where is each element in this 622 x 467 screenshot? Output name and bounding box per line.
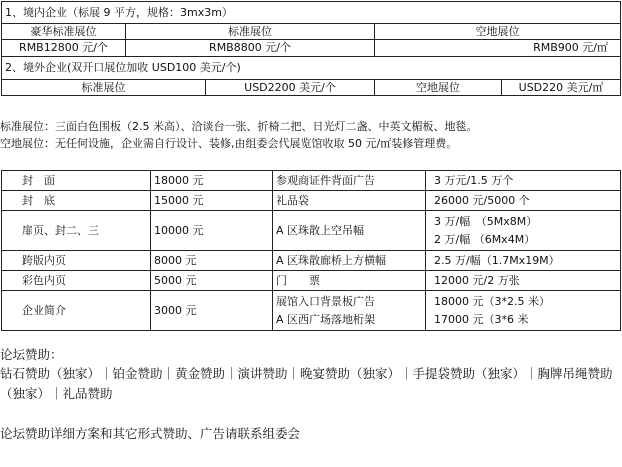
ad-price-line: 2 万/幅 （6Mx4M）: [434, 232, 536, 246]
booth-price-table: [1, 1, 621, 96]
domestic-price-standard: RMB8800 元/个: [126, 40, 375, 57]
ad-item: 参观商证件背面广告: [273, 171, 426, 191]
overseas-standard-label: 标准展位: [2, 80, 206, 96]
ad-item: 彩色内页: [2, 271, 151, 291]
overseas-raw-price: USD220 美元/㎡: [502, 80, 621, 96]
ad-item: 跨版内页: [2, 251, 151, 271]
ad-item: 礼品袋: [273, 191, 426, 211]
sponsorship-contact: 论坛赞助详细方案和其它形式赞助、广告请联系组委会: [0, 426, 301, 441]
ad-item: 扉页、封二、三: [2, 211, 151, 251]
ad-item: 封 面: [2, 171, 151, 191]
ad-price: 10000 元: [151, 211, 273, 251]
ad-item-multiline: [273, 291, 426, 331]
ad-price: 2.5 万/幅（1.7Mx19M）: [426, 251, 621, 271]
domestic-header-standard: 标准展位: [126, 24, 375, 40]
ad-item-line: A 区西广场落地桁架: [276, 312, 376, 326]
domestic-heading: 1、境内企业（标展 9 平方，规格：3mx3m）: [2, 2, 621, 24]
ad-item: 封 底: [2, 191, 151, 211]
overseas-heading: 2、境外企业(双开口展位加收 USD100 美元/个): [2, 57, 621, 80]
ad-price: 5000 元: [151, 271, 273, 291]
sponsorship-title: 论坛赞助：: [0, 347, 63, 362]
domestic-price-raw: RMB900 元/㎡: [375, 40, 621, 57]
ad-item: A 区珠散上空吊幅: [273, 211, 426, 251]
ad-item: 企业简介: [2, 291, 151, 331]
ad-price: 12000 元/2 万张: [426, 271, 621, 291]
ad-price-line: 17000 元（3*6 米: [434, 312, 529, 326]
ad-price: 8000 元: [151, 251, 273, 271]
overseas-standard-price: USD2200 美元/个: [206, 80, 375, 96]
raw-space-note: 空地展位：无任何设施，企业需自行设计、装修,由组委会代展览馆收取 50 元/㎡装修管理费。: [0, 137, 458, 150]
ad-price: 3 万元/1.5 万个: [426, 171, 621, 191]
ad-price: 26000 元/5000 个: [426, 191, 621, 211]
overseas-raw-label: 空地展位: [375, 80, 502, 96]
ad-item: 门 票: [273, 271, 426, 291]
ad-price-line: 18000 元（3*2.5 米）: [434, 294, 550, 308]
advertising-price-table: [1, 170, 621, 331]
domestic-header-raw: 空地展位: [375, 24, 621, 40]
ad-item-line: 展馆入口背景板广告: [276, 294, 375, 308]
ad-price: 3000 元: [151, 291, 273, 331]
domestic-header-luxury: 豪华标准展位: [2, 24, 126, 40]
domestic-price-luxury: RMB12800 元/个: [2, 40, 126, 57]
ad-price-multiline: [426, 211, 621, 251]
ad-price: 18000 元: [151, 171, 273, 191]
standard-booth-note: 标准展位：三面白色围板（2.5 米高）、洽谈台一张、折椅二把、日光灯二盏、中英文楣板、地毯。: [0, 120, 478, 133]
ad-price: 15000 元: [151, 191, 273, 211]
ad-item: A 区珠散廊桥上方横幅: [273, 251, 426, 271]
ad-price-multiline: [426, 291, 621, 331]
ad-price-line: 3 万/幅 （5Mx8M）: [434, 214, 538, 228]
sponsorship-options: 钻石赞助（独家）｜铂金赞助｜黄金赞助｜演讲赞助｜晚宴赞助（独家）｜手提袋赞助（独家）｜胸牌吊绳赞助（独家）｜礼品赞助: [0, 366, 613, 401]
